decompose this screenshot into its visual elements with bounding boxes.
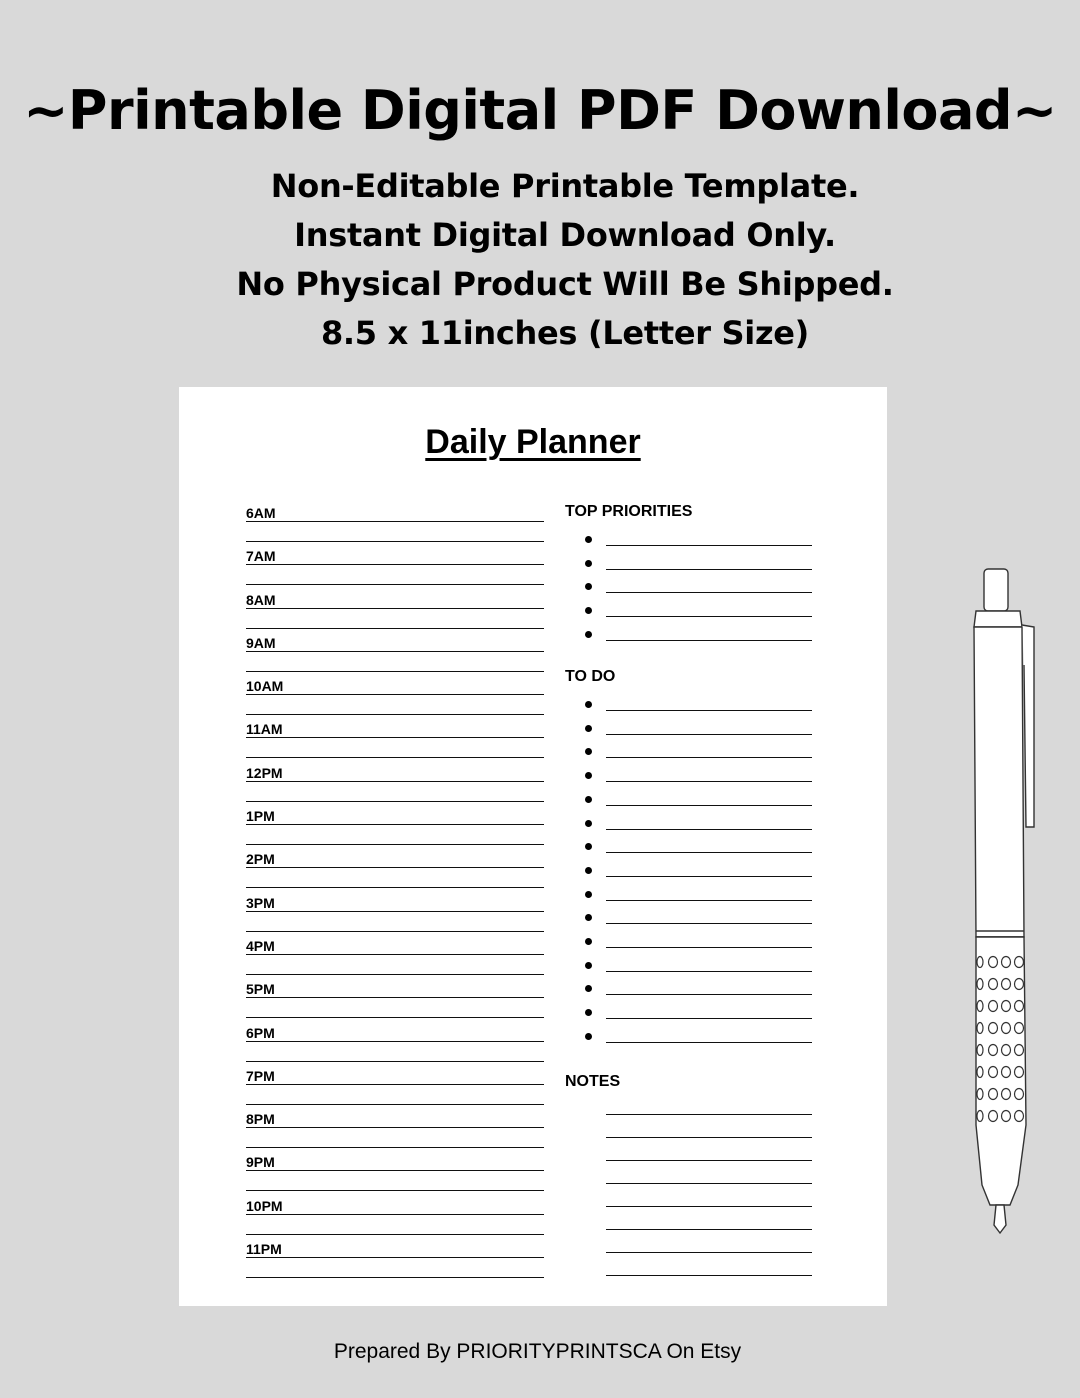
bullet-icon bbox=[585, 607, 592, 614]
hour-line bbox=[246, 608, 544, 609]
todo-row bbox=[585, 955, 815, 975]
todo-line bbox=[606, 757, 812, 758]
hour-row bbox=[246, 1146, 544, 1189]
todo-line bbox=[606, 971, 812, 972]
footer-credit: Prepared By PRIORITYPRINTSCA On Etsy bbox=[333, 1340, 742, 1363]
bullet-icon bbox=[585, 867, 592, 874]
bullet-icon bbox=[585, 962, 592, 969]
planner-title: Daily Planner bbox=[425, 423, 641, 461]
todo-line bbox=[606, 710, 812, 711]
hour-label: 1PM bbox=[246, 808, 275, 825]
notes-label: NOTES bbox=[565, 1073, 621, 1090]
hour-line bbox=[246, 694, 544, 695]
hour-label: 11AM bbox=[246, 721, 283, 738]
bullet-icon bbox=[585, 748, 592, 755]
todo-line bbox=[606, 805, 812, 806]
bullet-icon bbox=[585, 843, 592, 850]
bullet-icon bbox=[585, 985, 592, 992]
todo-row bbox=[585, 836, 815, 856]
hour-row bbox=[246, 843, 544, 886]
todo-line bbox=[606, 829, 812, 830]
hour-label: 7AM bbox=[246, 548, 276, 565]
hour-label: 10AM bbox=[246, 678, 284, 695]
todo-line bbox=[606, 852, 812, 853]
bullet-icon bbox=[585, 560, 592, 567]
hour-label: 12PM bbox=[246, 764, 283, 781]
hour-line bbox=[246, 781, 544, 782]
hourly-schedule bbox=[246, 497, 544, 1276]
note-line bbox=[606, 1137, 812, 1138]
bullet-icon bbox=[585, 938, 592, 945]
hour-line bbox=[246, 1214, 544, 1215]
todo-row bbox=[585, 718, 815, 738]
todo-label: TO DO bbox=[565, 668, 616, 685]
todo-row bbox=[585, 1002, 815, 1022]
hour-line bbox=[246, 1084, 544, 1085]
hour-line bbox=[246, 954, 544, 955]
bullet-icon bbox=[585, 914, 592, 921]
top-priorities-label: TOP PRIORITIES bbox=[565, 503, 693, 520]
note-line bbox=[606, 1229, 812, 1230]
hour-line bbox=[246, 824, 544, 825]
hour-line bbox=[246, 867, 544, 868]
hour-row bbox=[246, 584, 544, 627]
hour-label: 9PM bbox=[246, 1154, 275, 1171]
todo-line bbox=[606, 900, 812, 901]
hour-row bbox=[246, 973, 544, 1016]
bullet-icon bbox=[585, 631, 592, 638]
planner-sheet bbox=[179, 387, 887, 1306]
hour-line bbox=[246, 997, 544, 998]
priority-row bbox=[585, 576, 815, 596]
hour-row bbox=[246, 1103, 544, 1146]
hour-line bbox=[246, 737, 544, 738]
hour-row bbox=[246, 627, 544, 670]
priority-line bbox=[606, 640, 812, 641]
note-row bbox=[585, 1236, 815, 1256]
bullet-icon bbox=[585, 796, 592, 803]
hour-label: 3PM bbox=[246, 894, 275, 911]
priority-line bbox=[606, 592, 812, 593]
todo-row bbox=[585, 813, 815, 833]
hour-row bbox=[246, 800, 544, 843]
hour-label: 8PM bbox=[246, 1111, 275, 1128]
hour-line bbox=[246, 911, 544, 912]
todo-line bbox=[606, 876, 812, 877]
note-line bbox=[606, 1206, 812, 1207]
bullet-icon bbox=[585, 1033, 592, 1040]
priority-row bbox=[585, 624, 815, 644]
note-row bbox=[585, 1190, 815, 1210]
todo-line bbox=[606, 1042, 812, 1043]
hour-row bbox=[246, 540, 544, 583]
pen-icon bbox=[960, 565, 1040, 1237]
priority-line bbox=[606, 569, 812, 570]
hour-line bbox=[246, 564, 544, 565]
todo-line bbox=[606, 947, 812, 948]
subline-3: No Physical Product Will Be Shipped. bbox=[236, 265, 894, 303]
priority-row bbox=[585, 553, 815, 573]
todo-line bbox=[606, 923, 812, 924]
todo-line bbox=[606, 781, 812, 782]
bullet-icon bbox=[585, 701, 592, 708]
priority-line bbox=[606, 616, 812, 617]
todo-row bbox=[585, 884, 815, 904]
hour-row bbox=[246, 887, 544, 930]
todo-row bbox=[585, 694, 815, 714]
hour-line bbox=[246, 1041, 544, 1042]
todo-row bbox=[585, 741, 815, 761]
hour-row bbox=[246, 497, 544, 540]
priority-line bbox=[606, 545, 812, 546]
todo-line bbox=[606, 994, 812, 995]
todo-row bbox=[585, 978, 815, 998]
bullet-icon bbox=[585, 1009, 592, 1016]
bullet-icon bbox=[585, 891, 592, 898]
todo-line bbox=[606, 1018, 812, 1019]
priority-row bbox=[585, 600, 815, 620]
hour-label: 8AM bbox=[246, 591, 276, 608]
todo-row bbox=[585, 907, 815, 927]
hour-row bbox=[246, 1190, 544, 1233]
priority-row bbox=[585, 529, 815, 549]
hour-row bbox=[246, 713, 544, 756]
bullet-icon bbox=[585, 536, 592, 543]
bullet-icon bbox=[585, 583, 592, 590]
todo-row bbox=[585, 765, 815, 785]
hour-row bbox=[246, 1233, 544, 1276]
todo-row bbox=[585, 789, 815, 809]
hour-label: 7PM bbox=[246, 1067, 275, 1084]
half-hour-line bbox=[246, 1277, 544, 1278]
hour-label: 6PM bbox=[246, 1024, 275, 1041]
todo-line bbox=[606, 734, 812, 735]
sublines bbox=[0, 162, 1080, 358]
note-row bbox=[585, 1144, 815, 1164]
note-line bbox=[606, 1160, 812, 1161]
hour-row bbox=[246, 670, 544, 713]
note-line bbox=[606, 1252, 812, 1253]
note-line bbox=[606, 1114, 812, 1115]
note-row bbox=[585, 1167, 815, 1187]
hour-label: 6AM bbox=[246, 505, 276, 521]
hour-row bbox=[246, 1017, 544, 1060]
bullet-icon bbox=[585, 725, 592, 732]
subline-1: Non-Editable Printable Template. bbox=[270, 167, 860, 205]
todo-row bbox=[585, 860, 815, 880]
bullet-icon bbox=[585, 772, 592, 779]
note-row bbox=[585, 1098, 815, 1118]
subline-4: 8.5 x 11inches (Letter Size) bbox=[320, 314, 810, 352]
note-line bbox=[606, 1275, 812, 1276]
note-line bbox=[606, 1183, 812, 1184]
hour-line bbox=[246, 1170, 544, 1171]
hour-label: 9AM bbox=[246, 634, 276, 651]
note-row bbox=[585, 1121, 815, 1141]
hour-line bbox=[246, 521, 544, 522]
todo-row bbox=[585, 931, 815, 951]
todo-row bbox=[585, 1026, 815, 1046]
hour-line bbox=[246, 1257, 544, 1258]
hour-row bbox=[246, 1060, 544, 1103]
hour-label: 5PM bbox=[246, 981, 275, 998]
hour-label: 2PM bbox=[246, 851, 275, 868]
hour-line bbox=[246, 1127, 544, 1128]
headline: ~Printable Digital PDF Download~ bbox=[23, 79, 1057, 142]
note-row bbox=[585, 1213, 815, 1233]
hour-row bbox=[246, 757, 544, 800]
subline-2: Instant Digital Download Only. bbox=[294, 216, 836, 254]
hour-label: 4PM bbox=[246, 937, 275, 954]
note-row bbox=[585, 1259, 815, 1279]
hour-label: 11PM bbox=[246, 1241, 282, 1258]
hour-row bbox=[246, 930, 544, 973]
hour-line bbox=[246, 651, 544, 652]
bullet-icon bbox=[585, 820, 592, 827]
hour-label: 10PM bbox=[246, 1197, 283, 1214]
